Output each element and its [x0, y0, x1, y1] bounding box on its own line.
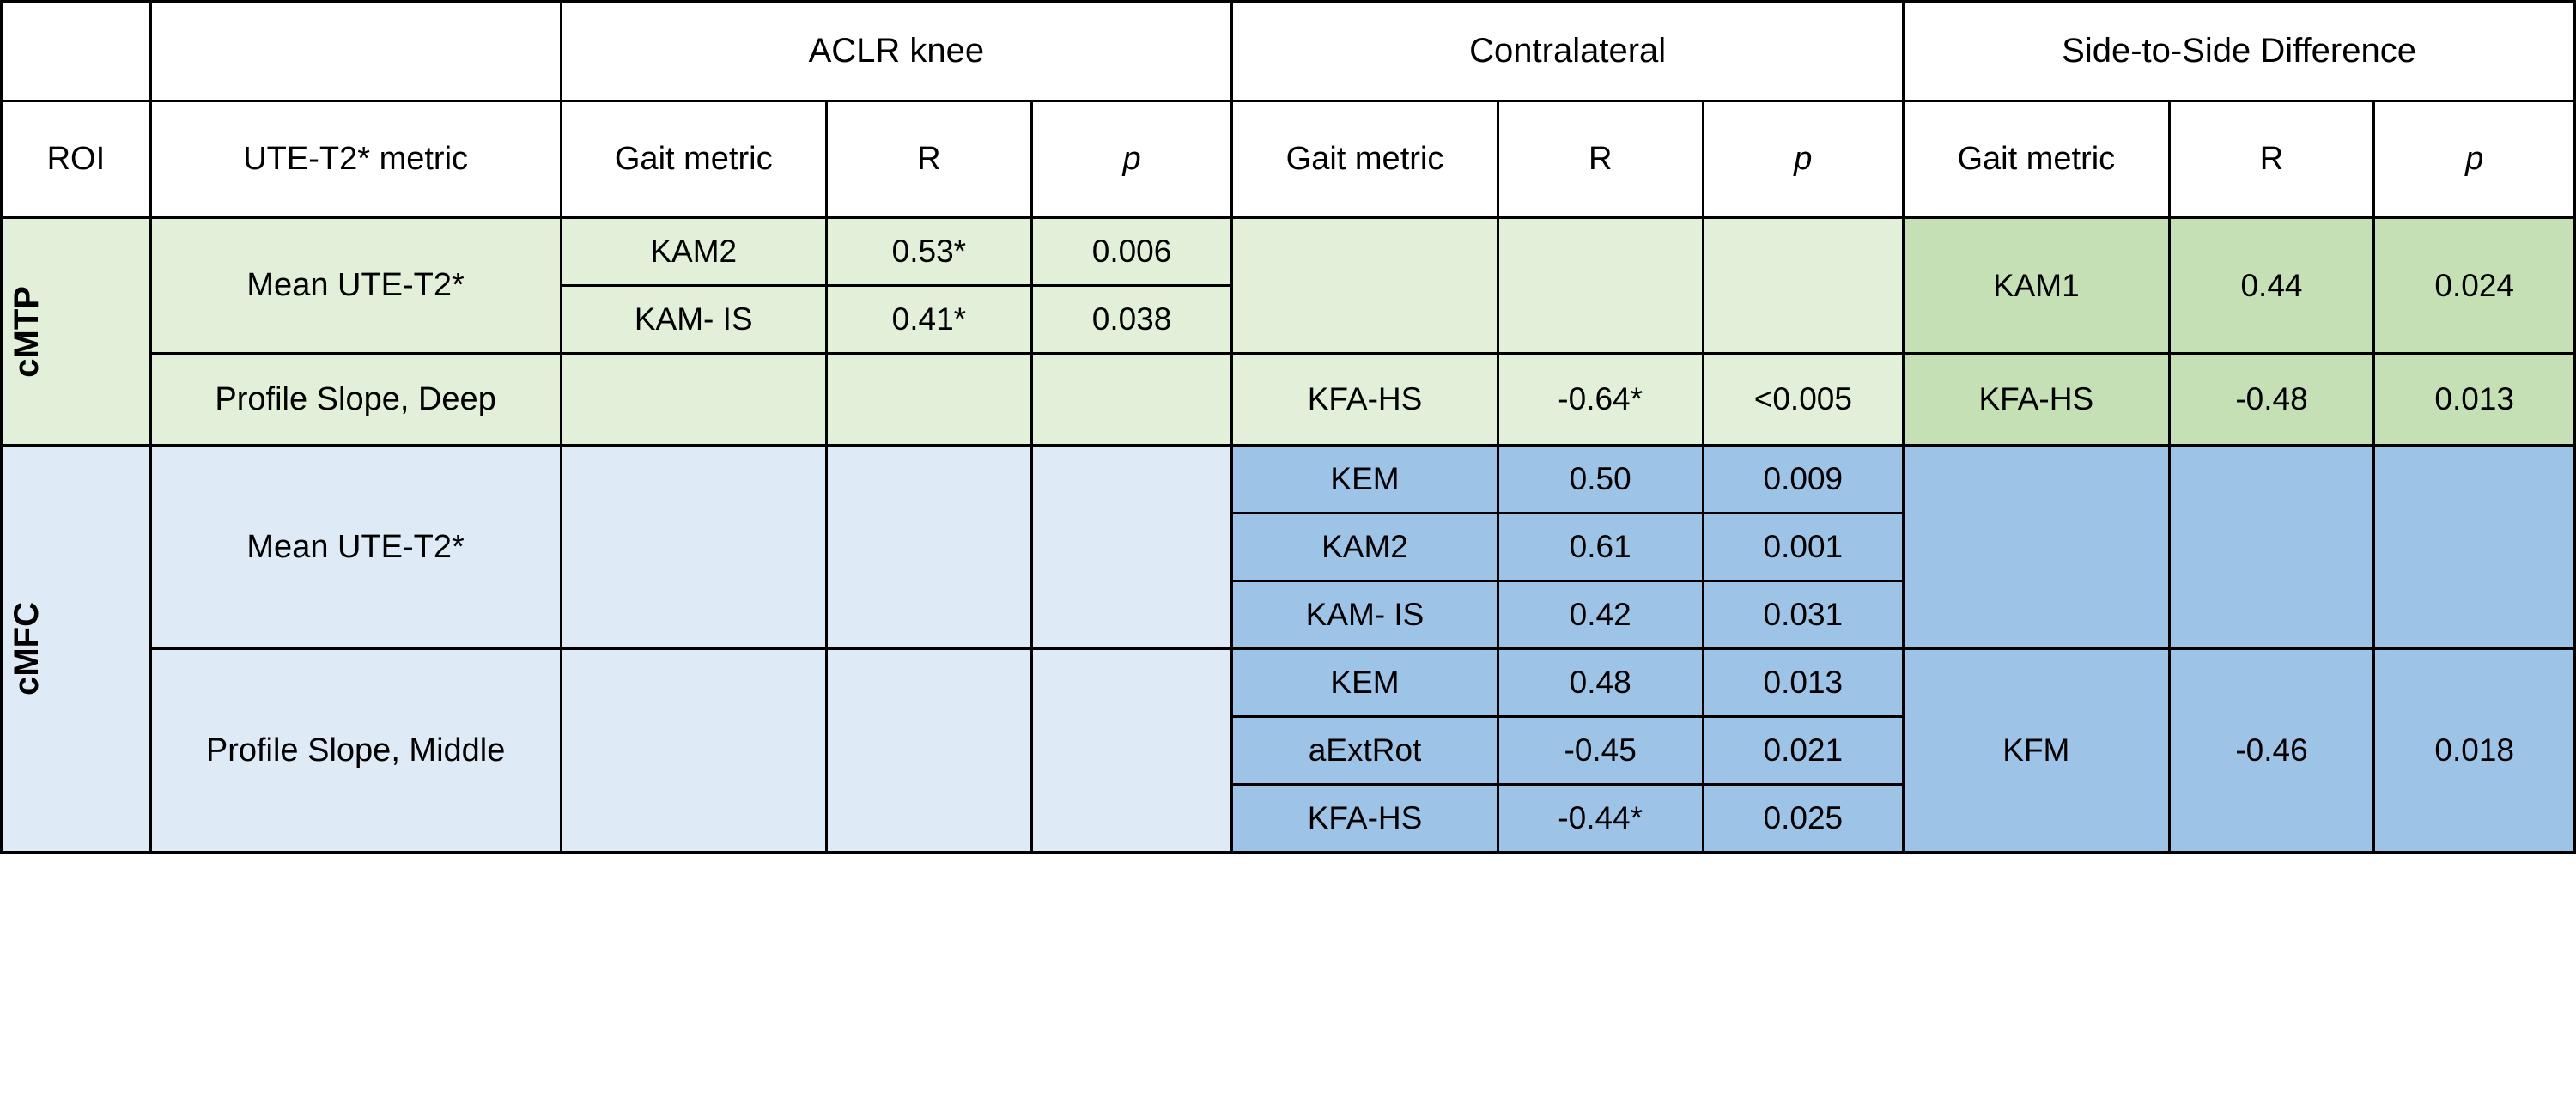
column-header-roi: ROI [2, 101, 151, 218]
cell-r-aclr-empty [826, 649, 1031, 853]
table-row [2, 649, 2575, 717]
column-header-r-contra: R [1498, 101, 1703, 218]
cell-p-aclr-empty [1031, 446, 1231, 649]
cell-gait-contra-empty [1232, 218, 1498, 354]
cell-gait-sts: KFM [1904, 649, 2169, 853]
cell-p-sts: 0.013 [2374, 354, 2575, 446]
cell-r-sts: 0.44 [2169, 218, 2374, 354]
cell-p-aclr: 0.006 [1031, 218, 1231, 286]
cell-r-contra: 0.61 [1498, 514, 1703, 581]
column-header-gait-aclr: Gait metric [561, 101, 826, 218]
cell-r-sts: -0.46 [2169, 649, 2374, 853]
group-header-row [2, 2, 2575, 101]
cell-r-contra-empty [1498, 218, 1703, 354]
column-header-r-aclr: R [826, 101, 1031, 218]
column-header-gait-contra: Gait metric [1232, 101, 1498, 218]
column-header-p-sts: p [2374, 101, 2575, 218]
cell-gait-contra: KEM [1232, 649, 1498, 717]
cell-p-sts: 0.024 [2374, 218, 2575, 354]
group-header-aclr: ACLR knee [561, 2, 1232, 101]
cell-gait-contra: KAM- IS [1232, 581, 1498, 649]
cell-gait-contra: KEM [1232, 446, 1498, 514]
cell-p-contra: 0.031 [1703, 581, 1903, 649]
cell-r-contra: 0.42 [1498, 581, 1703, 649]
cell-gait-aclr-empty [561, 354, 826, 446]
cell-r-contra: 0.50 [1498, 446, 1703, 514]
corner-blank-roi [2, 2, 151, 101]
cell-r-contra: -0.44* [1498, 785, 1703, 853]
cell-p-sts: 0.018 [2374, 649, 2575, 853]
cell-gait-aclr: KAM2 [561, 218, 826, 286]
cell-r-sts-empty [2169, 446, 2374, 649]
metric-cell-profile-slope-middle: Profile Slope, Middle [150, 649, 561, 853]
roi-cell-cmtp [2, 218, 151, 446]
metric-cell-mean-ute: Mean UTE-T2* [150, 218, 561, 354]
roi-label-cmfc: cMFC [8, 602, 46, 696]
cell-p-aclr: 0.038 [1031, 286, 1231, 354]
metric-cell-profile-slope-deep: Profile Slope, Deep [150, 354, 561, 446]
cell-gait-sts: KAM1 [1904, 218, 2169, 354]
cell-p-sts-empty [2374, 446, 2575, 649]
cell-p-contra: <0.005 [1703, 354, 1903, 446]
column-header-r-sts: R [2169, 101, 2374, 218]
cell-p-contra: 0.025 [1703, 785, 1903, 853]
cell-p-aclr-empty [1031, 649, 1231, 853]
cell-r-sts: -0.48 [2169, 354, 2374, 446]
cell-r-contra: -0.45 [1498, 717, 1703, 785]
column-header-p-aclr: p [1031, 101, 1231, 218]
sub-header-row [2, 101, 2575, 218]
metric-cell-mean-ute: Mean UTE-T2* [150, 446, 561, 649]
group-header-side-to-side: Side-to-Side Difference [1904, 2, 2575, 101]
column-header-ute-metric: UTE-T2* metric [150, 101, 561, 218]
cell-gait-contra: KFA-HS [1232, 354, 1498, 446]
roi-cell-cmfc [2, 446, 151, 853]
roi-label-cmtp: cMTP [8, 285, 46, 378]
cell-r-aclr-empty [826, 446, 1031, 649]
cell-gait-aclr: KAM- IS [561, 286, 826, 354]
corner-blank-metric [150, 2, 561, 101]
cell-p-contra: 0.009 [1703, 446, 1903, 514]
cell-p-contra: 0.013 [1703, 649, 1903, 717]
cell-gait-contra: KAM2 [1232, 514, 1498, 581]
cell-r-aclr: 0.53* [826, 218, 1031, 286]
cell-r-contra: 0.48 [1498, 649, 1703, 717]
cell-r-aclr-empty [826, 354, 1031, 446]
column-header-gait-sts: Gait metric [1904, 101, 2169, 218]
group-header-contralateral: Contralateral [1232, 2, 1904, 101]
cell-p-contra: 0.001 [1703, 514, 1903, 581]
table-row [2, 218, 2575, 286]
cell-p-contra: 0.021 [1703, 717, 1903, 785]
cell-gait-aclr-empty [561, 446, 826, 649]
table-row [2, 354, 2575, 446]
cell-gait-sts: KFA-HS [1904, 354, 2169, 446]
cell-r-aclr: 0.41* [826, 286, 1031, 354]
cell-gait-aclr-empty [561, 649, 826, 853]
cell-gait-contra: KFA-HS [1232, 785, 1498, 853]
column-header-p-contra: p [1703, 101, 1903, 218]
cell-r-contra: -0.64* [1498, 354, 1703, 446]
cell-p-contra-empty [1703, 218, 1903, 354]
table-row [2, 446, 2575, 514]
cell-gait-sts-empty [1904, 446, 2169, 649]
cell-p-aclr-empty [1031, 354, 1231, 446]
cell-gait-contra: aExtRot [1232, 717, 1498, 785]
